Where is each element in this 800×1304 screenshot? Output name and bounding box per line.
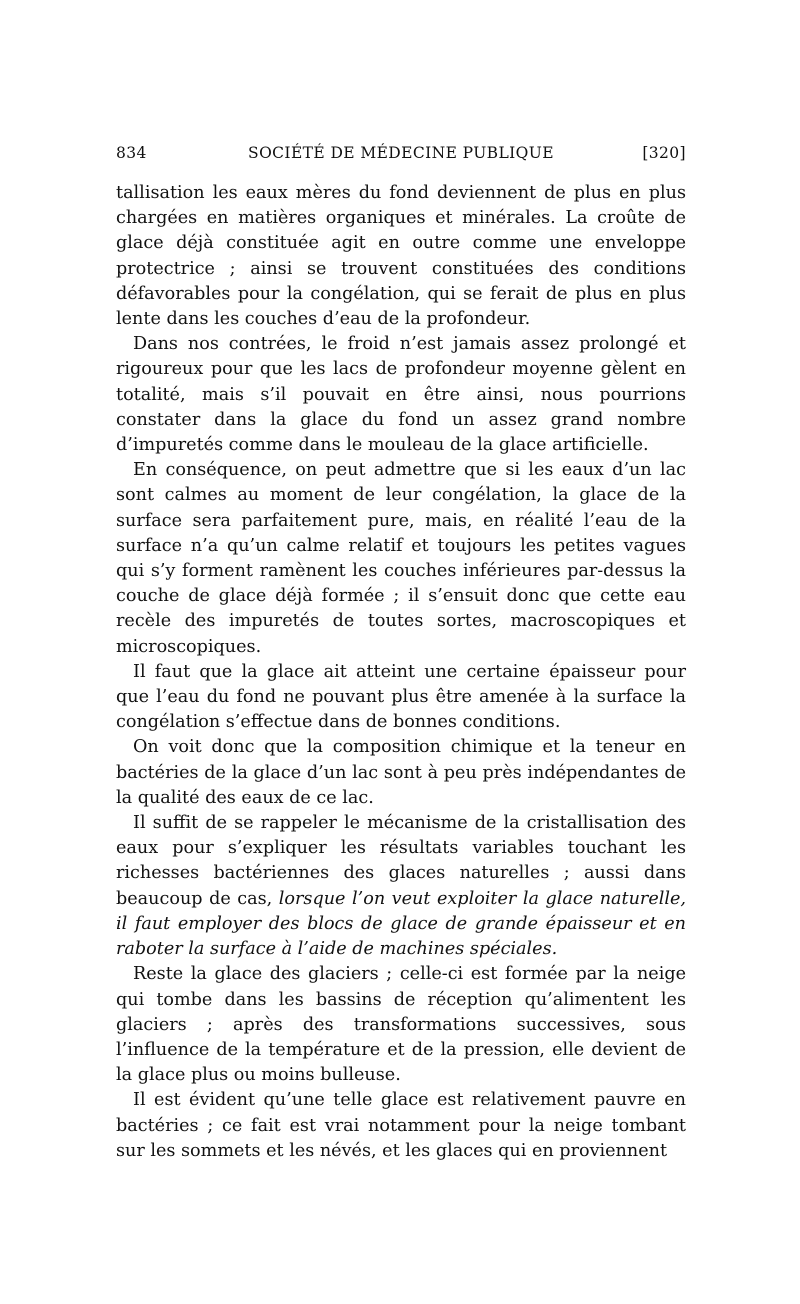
italic-recommendation: lorsque l’on veut exploiter la glace naturelle, il faut employer des blocs de glace de grande épaisseur et en raboter la surface à l’aide de machines spéciales. (116, 888, 686, 960)
body-text (116, 181, 686, 1164)
paragraph: Il faut que la glace ait atteint une certaine épaisseur pour que l’eau du fond ne pouvant plus être amenée à la surface la congélation s’effectue dans de bonnes conditions. (116, 661, 686, 733)
paragraph: tallisation les eaux mères du fond deviennent de plus en plus chargées en matières organiques et minérales. La croûte de glace déjà constituée agit en outre comme une enveloppe protectrice ; ainsi se trouvent constituées des conditions défavorables pour la congélation, qui se ferait de plus en plus lente dans les couches d’eau de la profondeur. (116, 183, 686, 330)
page-number: 834 (116, 144, 147, 162)
paragraph: Reste la glace des glaciers ; celle-ci est formée par la neige qui tombe dans les bassins de réception qu’alimentent les glaciers ; après des transformations successives, sous l’influence de la température et de la pression, elle devient de la glace plus ou moins bulleuse. (116, 964, 686, 1086)
paragraph: En conséquence, on peut admettre que si les eaux d’un lac sont calmes au moment de leur congélation, la glace de la surface sera parfaitement pure, mais, en réalité l’eau de la surface n’a qu’un calme relatif et toujours les petites vagues qui s’y forment ramènent les couches inférieures par-dessus la couche de glace déjà formée ; il s’ensuit donc que cette eau recèle des impuretés de toutes sortes, macroscopiques et microscopiques. (116, 460, 686, 657)
bracket-page-number: [320] (642, 144, 686, 162)
running-title: SOCIÉTÉ DE MÉDECINE PUBLIQUE (248, 144, 554, 162)
paragraph (116, 811, 686, 962)
running-head (116, 144, 686, 170)
paragraph: Dans nos contrées, le froid n’est jamais assez prolongé et rigoureux pour que les lacs de profondeur moyenne gèlent en totalité, mais s’il pouvait en être ainsi, nous pourrions constater dans la glace du fond un assez grand nombre d’impuretés comme dans le mouleau de la glace artificielle. (116, 334, 686, 456)
paragraph-text: Il suffit de se rappeler le mécanisme de la cristallisation des eaux pour s’expliquer les résultats variables touchant les richesses bactériennes des glaces naturelles ; aussi dans beaucoup de cas, (116, 813, 686, 909)
paragraph: On voit donc que la composition chimique et la teneur en bactéries de la glace d’un lac sont à peu près indépendantes de la qualité des eaux de ce lac. (116, 737, 686, 808)
paragraph: Il est évident qu’une telle glace est relativement pauvre en bactéries ; ce fait est vrai notamment pour la neige tombant sur les sommets et les névés, et les glaces qui en proviennent (116, 1090, 686, 1161)
